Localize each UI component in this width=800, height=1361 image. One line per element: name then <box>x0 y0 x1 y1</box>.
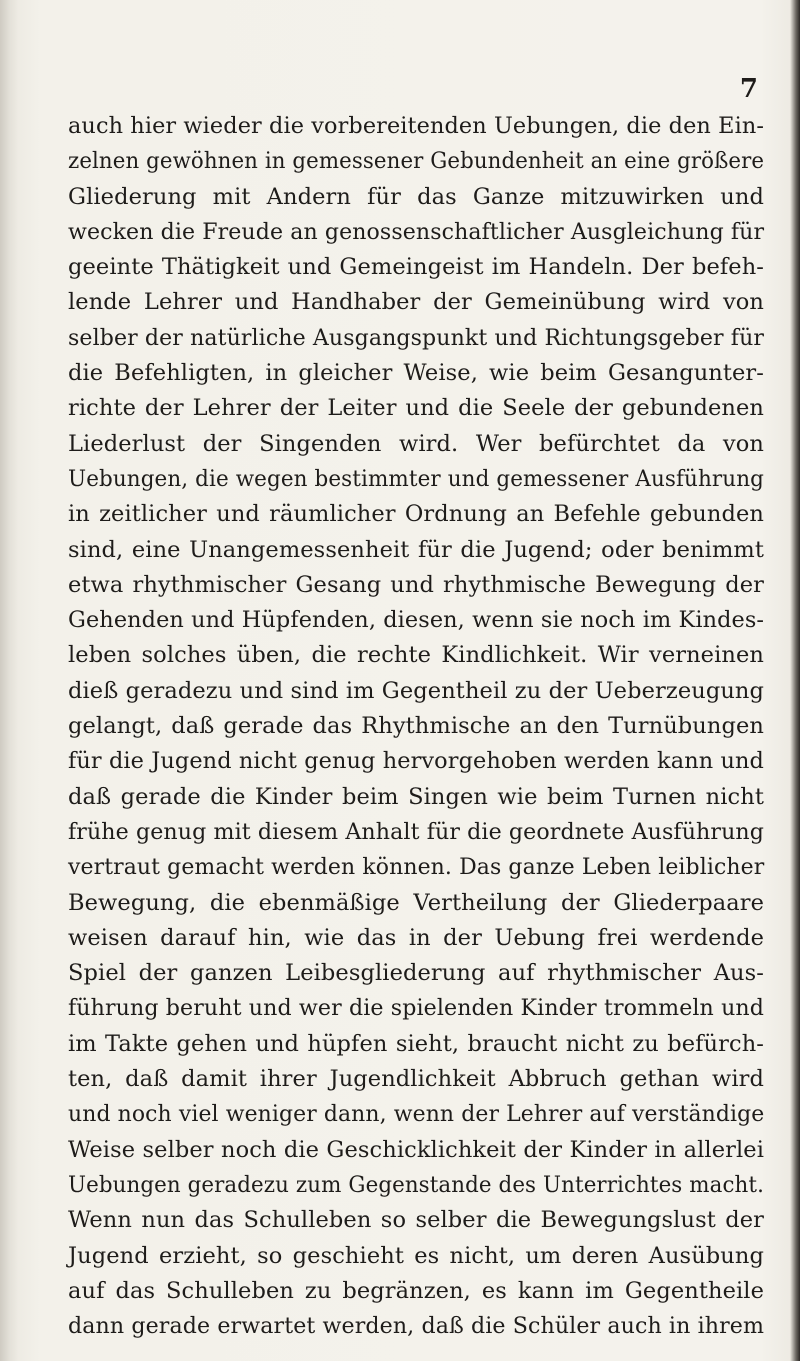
text-line: selber der natürliche Ausgangspunkt und Richtungsgeber für <box>68 324 765 351</box>
text-line: daß gerade die Kinder beim Singen wie beim Turnen nicht <box>68 783 764 810</box>
text-line: zelnen gewöhnen in gemessener Gebundenheit an eine größere <box>68 148 765 175</box>
text-line: Wenn nun das Schulleben so selber die Bewegungslust der <box>68 1207 764 1234</box>
text-line: führung beruht und wer die spielenden Kinder trommeln und <box>68 995 765 1022</box>
text-line: Gliederung mit Andern für das Ganze mitzuwirken und <box>68 183 764 210</box>
text-line: geeinte Thätigkeit und Gemeingeist im Handeln. Der befeh- <box>68 254 764 281</box>
text-line: in zeitlicher und räumlicher Ordnung an Befehle gebunden <box>68 501 764 528</box>
text-line: wecken die Freude an genossenschaftlicher Ausgleichung für <box>68 218 765 245</box>
text-line: gelangt, daß gerade das Rhythmische an den Turnübungen <box>68 713 764 740</box>
text-line: Bewegung, die ebenmäßige Vertheilung der Gliederpaare <box>68 889 764 916</box>
text-line: im Takte gehen und hüpfen sieht, braucht nicht zu befürch- <box>68 1030 764 1057</box>
text-line: lende Lehrer und Handhaber der Gemeinübung wird von <box>68 289 764 316</box>
text-line: Liederlust der Singenden wird. Wer befürchtet da von <box>68 430 764 457</box>
text-line: ten, daß damit ihrer Jugendlichkeit Abbruch gethan wird <box>68 1066 764 1093</box>
page-right-edge <box>790 0 800 1361</box>
text-body <box>68 109 764 1344</box>
text-line: dann gerade erwartet werden, daß die Schüler auch in ihrem <box>68 1313 765 1340</box>
text-line: etwa rhythmischer Gesang und rhythmische Bewegung der <box>68 571 764 598</box>
text-line: Spiel der ganzen Leibesgliederung auf rhythmischer Aus- <box>68 960 764 987</box>
text-line: auf das Schulleben zu begränzen, es kann im Gegentheile <box>68 1277 764 1304</box>
text-line: Weise selber noch die Geschicklichkeit der Kinder in allerlei <box>68 1136 764 1163</box>
text-line: Uebungen geradezu zum Gegenstande des Unterrichtes macht. <box>68 1171 764 1198</box>
text-line: die Befehligten, in gleicher Weise, wie beim Gesangunter- <box>68 360 764 387</box>
text-line: vertraut gemacht werden können. Das ganze Leben leiblicher <box>68 854 765 881</box>
text-line: sind, eine Unangemessenheit für die Jugend; oder benimmt <box>68 536 764 563</box>
page-number: 7 <box>739 74 758 104</box>
text-line: weisen darauf hin, wie das in der Uebung frei werdende <box>68 924 764 951</box>
text-line: dieß geradezu und sind im Gegentheil zu der Ueberzeugung <box>68 677 765 704</box>
text-line: für die Jugend nicht genug hervorgehoben werden kann und <box>68 748 764 775</box>
text-line: Jugend erzieht, so geschieht es nicht, um deren Ausübung <box>68 1242 764 1269</box>
page-binding-edge <box>0 0 18 1361</box>
text-line: Gehenden und Hüpfenden, diesen, wenn sie noch im Kindes- <box>68 607 765 634</box>
text-line: und noch viel weniger dann, wenn der Lehrer auf verständige <box>68 1101 765 1128</box>
text-line: auch hier wieder die vorbereitenden Uebungen, die den Ein- <box>68 113 765 139</box>
text-line: Uebungen, die wegen bestimmter und gemessener Ausführung <box>68 465 764 492</box>
text-line: frühe genug mit diesem Anhalt für die geordnete Ausführung <box>68 818 765 845</box>
text-line: richte der Lehrer der Leiter und die Seele der gebundenen <box>68 395 764 422</box>
text-line: leben solches üben, die rechte Kindlichkeit. Wir verneinen <box>68 642 764 669</box>
